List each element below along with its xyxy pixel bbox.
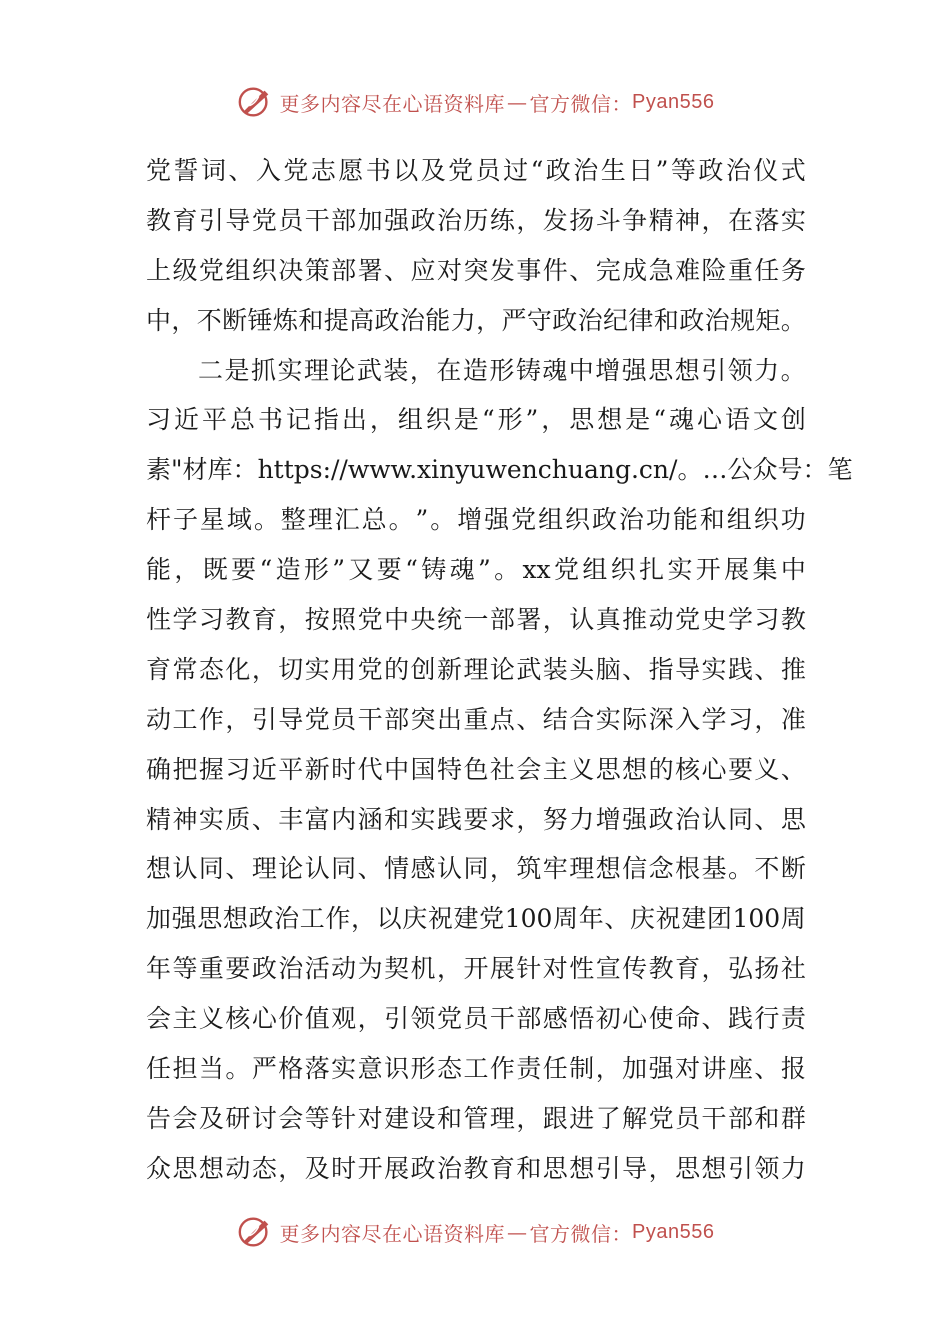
text-line: 素 " 材 库 ： https://www.xinyuwenchuang.cn/ 。 … 公 众 号 ： 笔 <box>146 455 853 485</box>
text-line: 杆 子 星 域 。 整 理 汇 总 。 ” 。 增 强 党 组 织 政 治 功 能 和 组 织 功 <box>146 505 806 535</box>
text-line: 年 等 重 要 政 治 活 动 为 契 机 ， 开 展 针 对 性 宣 传 教 育 ， 弘 扬 社 <box>146 954 806 984</box>
watermark-official: 官方微信： <box>529 1221 633 1246</box>
watermark-brand: 更多内容尽在心语资料库 <box>279 1221 506 1246</box>
text-line: 想 认 同 、 理 论 认 同 、 情 感 认 同 ， 筑 牢 理 想 信 念 根 基 。 不 断 <box>146 854 806 884</box>
text-line: 众 思 想 动 态 ， 及 时 开 展 政 治 教 育 和 思 想 引 导 ， 思 想 引 领 力 <box>146 1153 806 1183</box>
watermark-brand: 更多内容尽在心语资料库 <box>279 91 506 116</box>
text-line: 性 学 习 教 育 ， 按 照 党 中 央 统 一 部 署 ， 认 真 推 动 党 史 学 习 教 <box>146 605 806 635</box>
text-line: 育 常 态 化 ， 切 实 用 党 的 创 新 理 论 武 装 头 脑 、 指 导 实 践 、 推 <box>146 654 806 684</box>
text-line: 会 主 义 核 心 价 值 观 ， 引 领 党 员 干 部 感 悟 初 心 使 命 、 践 行 责 <box>146 1004 806 1034</box>
quill-logo-icon <box>236 83 274 121</box>
text-line: 二 是 抓 实 理 论 武 装 ， 在 造 形 铸 魂 中 增 强 思 想 引 领 力 。 <box>198 355 806 385</box>
text-line: 任 担 当 。 严 格 落 实 意 识 形 态 工 作 责 任 制 ， 加 强 对 讲 座 、 报 <box>146 1054 806 1084</box>
document-body <box>146 146 853 1194</box>
text-line: 能 ， 既 要 “ 造 形 ” 又 要 “ 铸 魂 ” 。 xx 党 组 织 扎 实 开 展 集 中 <box>146 555 806 585</box>
text-line: 确 把 握 习 近 平 新 时 代 中 国 特 色 社 会 主 义 思 想 的 核 心 要 义 、 <box>146 754 806 784</box>
text-line: 加 强 思 想 政 治 工 作 ， 以 庆 祝 建 党 100 周 年 、 庆 祝 建 团 100 周 <box>146 904 806 934</box>
header-watermark <box>0 82 950 122</box>
text-line: 习 近 平 总 书 记 指 出 ， 组 织 是 “ 形 ” ， 思 想 是 “ 魂 心 语 文 创 <box>146 405 806 435</box>
text-line: 上 级 党 组 织 决 策 部 署 、 应 对 突 发 事 件 、 完 成 急 难 险 重 任 务 <box>146 255 806 285</box>
text-line: 党 誓 词 、 入 党 志 愿 书 以 及 党 员 过 “ 政 治 生 日 ” 等 政 治 仪 式 <box>146 156 806 185</box>
footer-watermark <box>0 1212 950 1252</box>
text-line: 精 神 实 质 、 丰 富 内 涵 和 实 践 要 求 ， 努 力 增 强 政 治 认 同 、 思 <box>146 804 806 834</box>
quill-logo-icon <box>236 1213 274 1251</box>
text-line: 中 ， 不 断 锤 炼 和 提 高 政 治 能 力 ， 严 守 政 治 纪 律 和 政 治 规 矩 。 <box>146 305 806 335</box>
watermark-wechat-id: Pyan556 <box>632 90 715 113</box>
text-line: 动 工 作 ， 引 导 党 员 干 部 突 出 重 点 、 结 合 实 际 深 入 学 习 ， 准 <box>146 704 806 734</box>
text-line: 教 育 引 导 党 员 干 部 加 强 政 治 历 练 ， 发 扬 斗 争 精 神 ， 在 落 实 <box>146 205 806 235</box>
text-line: 告 会 及 研 讨 会 等 针 对 建 设 和 管 理 ， 跟 进 了 解 党 员 干 部 和 群 <box>146 1103 806 1133</box>
watermark-dash: — <box>507 90 528 114</box>
watermark-wechat-id: Pyan556 <box>632 1220 715 1243</box>
watermark-dash: — <box>507 1220 528 1244</box>
watermark-official: 官方微信： <box>529 91 633 116</box>
